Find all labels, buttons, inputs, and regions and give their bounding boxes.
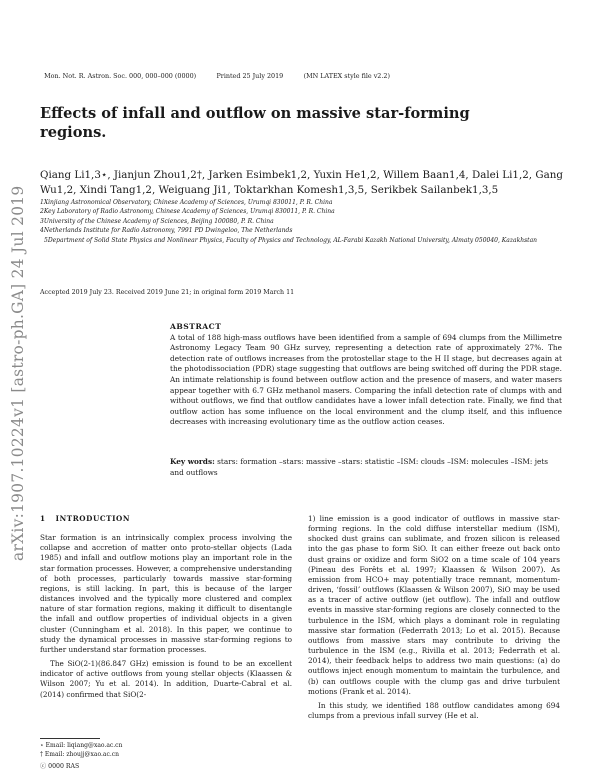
keywords	[170, 457, 562, 478]
abstract-text: A total of 188 high-mass outflows have been identified from a sample of 694 clumps from the Millimetre Astronomy Legacy Team 90 GHz survey, representing a detection rate of approximately 27%. The detection rate of outflows increases from the protostellar stage to the H II stage, but decreases again at the photodissociation (PDR) stage suggesting that outflows are being switched off during the PDR stage. An intimate relationship is found between outflow action and the presence of masers, and water masers appear together with 6.7 GHz methanol masers. Comparing the infall detection rate of clumps with and without outflows, we find that outflow candidates have a lower infall detection rate. Finally, we find that outflow action has some influence on the local environment and the clump itself, and this influence decreases with increasing evolutionary time as the outflow action ceases.	[170, 332, 562, 427]
affiliation-4: 4Netherlands Institute for Radio Astronomy, 7991 PD Dwingeloo, The Netherlands	[40, 227, 293, 235]
intro-paragraph-2: The SiO(2-1)(86.847 GHz) emission is found to be an excellent indicator of active outflows from young stellar objects (Klaassen & Wilson 2007; Yu et al. 2014). In addition, Duarte-Cabral et al. (2014) confirmed that SiO(2-	[40, 659, 292, 699]
affiliations	[40, 198, 560, 245]
abstract-heading: ABSTRACT	[170, 322, 222, 331]
intro-paragraph-3: 1) line emission is a good indicator of outflows in massive star-forming regions. In the cold diffuse interstellar medium (ISM), shocked dust grains can sublimate, and frozen silicon is released into the gas phase to form SiO. It can either freeze out back onto dust grains or oxidize and form SiO2 on a time scale of 104 years (Pineau des Forêts et al. 1997; Klaassen & Wilson 2007). As emission from HCO+ may potentially trace remnant, momentum-driven, ‘fossil’ outflows (Klaassen & Wilson 2007), SiO may be used as a tracer of active outflow (jet outflow). The infall and outflow events in massive star-forming regions are closely connected to the turbulence in the ISM, which plays a dominant role in regulating massive star formation (Federrath 2013; Lo et al. 2015). Because outflows from massive stars may contribute to driving the turbulence in the ISM (e.g., Rivilla et al. 2013; Federrath et al. 2014), their feedback helps to address two main questions: (a) do outflows inject enough momentum to maintain the turbulence, and (b) can outflows couple with the clump gas and drive turbulent motions (Frank et al. 2014).	[308, 514, 560, 696]
abstract	[170, 322, 562, 428]
footnote-rule	[40, 738, 100, 739]
keywords-label: Key words:	[170, 457, 215, 466]
section-title: INTRODUCTION	[55, 514, 131, 523]
arxiv-stamp: arXiv:1907.10224v1 [astro-ph.GA] 24 Jul 2019	[9, 185, 27, 561]
author-list: Qiang Li1,3⋆, Jianjun Zhou1,2†, Jarken Esimbek1,2, Yuxin He1,2, Willem Baan1,4, Dalei Li1,2, Gang Wu1,2, Xindi Tang1,2, Weiguang Ji1, Toktarkhan Komesh1,3,5, Serikbek Sailanbek1,3,5	[40, 169, 563, 196]
running-header	[40, 64, 390, 80]
copyright: ⓒ 0000 RAS	[40, 763, 80, 770]
affiliation-5: 5Department of Solid State Physics and Nonlinear Physics, Faculty of Physics and Technology, AL-Farabi Kazakh National University, Almaty 050040, Kazakhstan	[44, 236, 538, 244]
style-file: (MN LATEX style file v2.2)	[303, 72, 390, 80]
left-column	[40, 514, 292, 704]
intro-paragraph-4: In this study, we identified 188 outflow candidates among 694 clumps from a previous infall survey (He et al.	[308, 700, 560, 720]
submission-dates: Accepted 2019 July 23. Received 2019 June 21; in original form 2019 March 11	[40, 289, 295, 296]
section-number: 1	[40, 514, 46, 523]
paper-title: Effects of infall and outflow on massive star-forming regions.	[40, 105, 470, 141]
footnote-email-2: † Email: zhoujj@xao.ac.cn	[40, 751, 119, 758]
intro-paragraph-1: Star formation is an intrinsically complex process involving the collapse and accretion of matter onto proto-stellar objects (Lada 1985) and infall and outflow motions play an important role in the star formation processes. However, a comprehensive understanding of both processes, particularly towards massive star-forming regions, is still lacking. In part, this is because of the larger distances involved and the typically more clustered and complex nature of star formation regions, making it difficult to disentangle the infall and outflow properties of individual objects in a given cluster (Cunningham et al. 2018). In this paper, we continue to study the dynamical processes in massive star-forming regions to further understand star formation processes.	[40, 533, 292, 654]
journal-citation: Mon. Not. R. Astron. Soc. 000, 000–000 (0000)	[44, 72, 197, 80]
affiliation-2: 2Key Laboratory of Radio Astronomy, Chinese Academy of Sciences, Urumqi 830011, P. R. China	[40, 208, 335, 216]
section-heading	[40, 514, 292, 524]
keywords-text: stars: formation –stars: massive –stars: statistic –ISM: clouds –ISM: molecules –ISM: jets and outflows	[170, 457, 549, 477]
printed-date: Printed 25 July 2019	[216, 72, 284, 80]
affiliation-1: 1Xinjiang Astronomical Observatory, Chinese Academy of Sciences, Urumqi 830011, P. R. China	[40, 199, 333, 206]
footnotes	[40, 741, 122, 759]
affiliation-3: 3University of the Chinese Academy of Sciences, Beijing 100080, P. R. China	[40, 217, 274, 225]
right-column	[308, 514, 560, 725]
footnote-email-1: ⋆ Email: liqiang@xao.ac.cn	[40, 742, 123, 749]
